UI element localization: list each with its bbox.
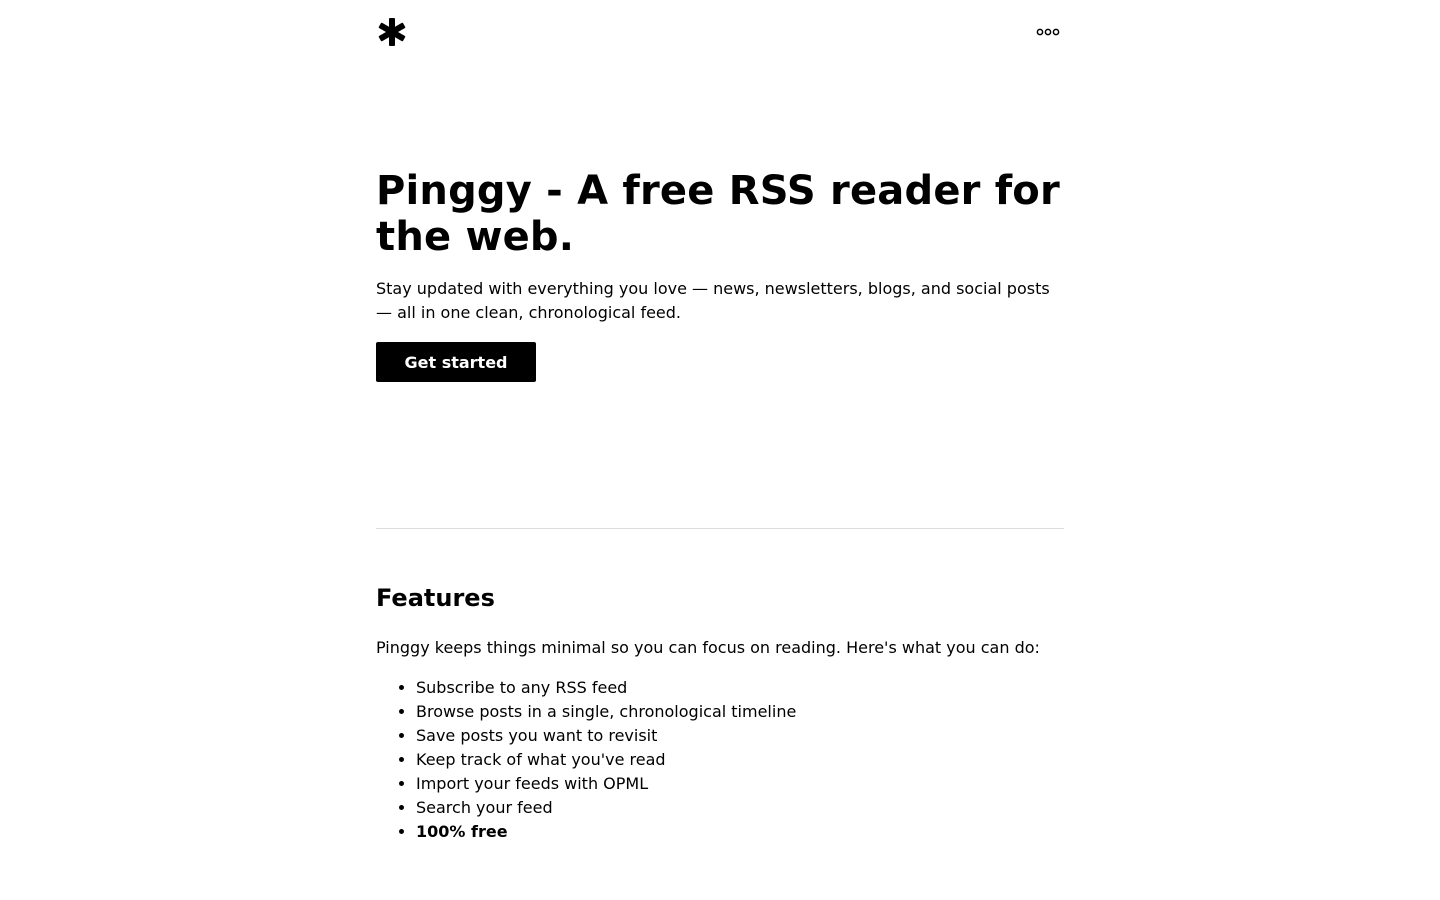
asterisk-logo-icon[interactable] [376,16,408,48]
features-title: Features [376,584,495,612]
feature-item-free: • 100% free [416,820,796,844]
section-divider [376,528,1064,529]
hero-subtitle: Stay updated with everything you love — news, newsletters, blogs, and social posts — all in one clean, chronological feed. [376,279,1050,322]
site-header [376,16,1064,48]
menu-button[interactable] [1034,22,1062,42]
feature-item: • Import your feeds with OPML [416,772,796,796]
hero-title: Pinggy - A free RSS reader for the web. [376,168,1060,260]
features-intro: Pinggy keeps things minimal so you can focus on reading. Here's what you can do: [376,638,1040,657]
feature-item: • Browse posts in a single, chronological timeline [416,700,796,724]
features-list [376,676,796,844]
more-horizontal-icon [1036,28,1060,36]
feature-item: • Search your feed [416,796,796,820]
feature-item: • Save posts you want to revisit [416,724,796,748]
feature-item: • Keep track of what you've read [416,748,796,772]
feature-item: • Subscribe to any RSS feed [416,676,796,700]
get-started-button[interactable]: Get started [376,342,536,382]
